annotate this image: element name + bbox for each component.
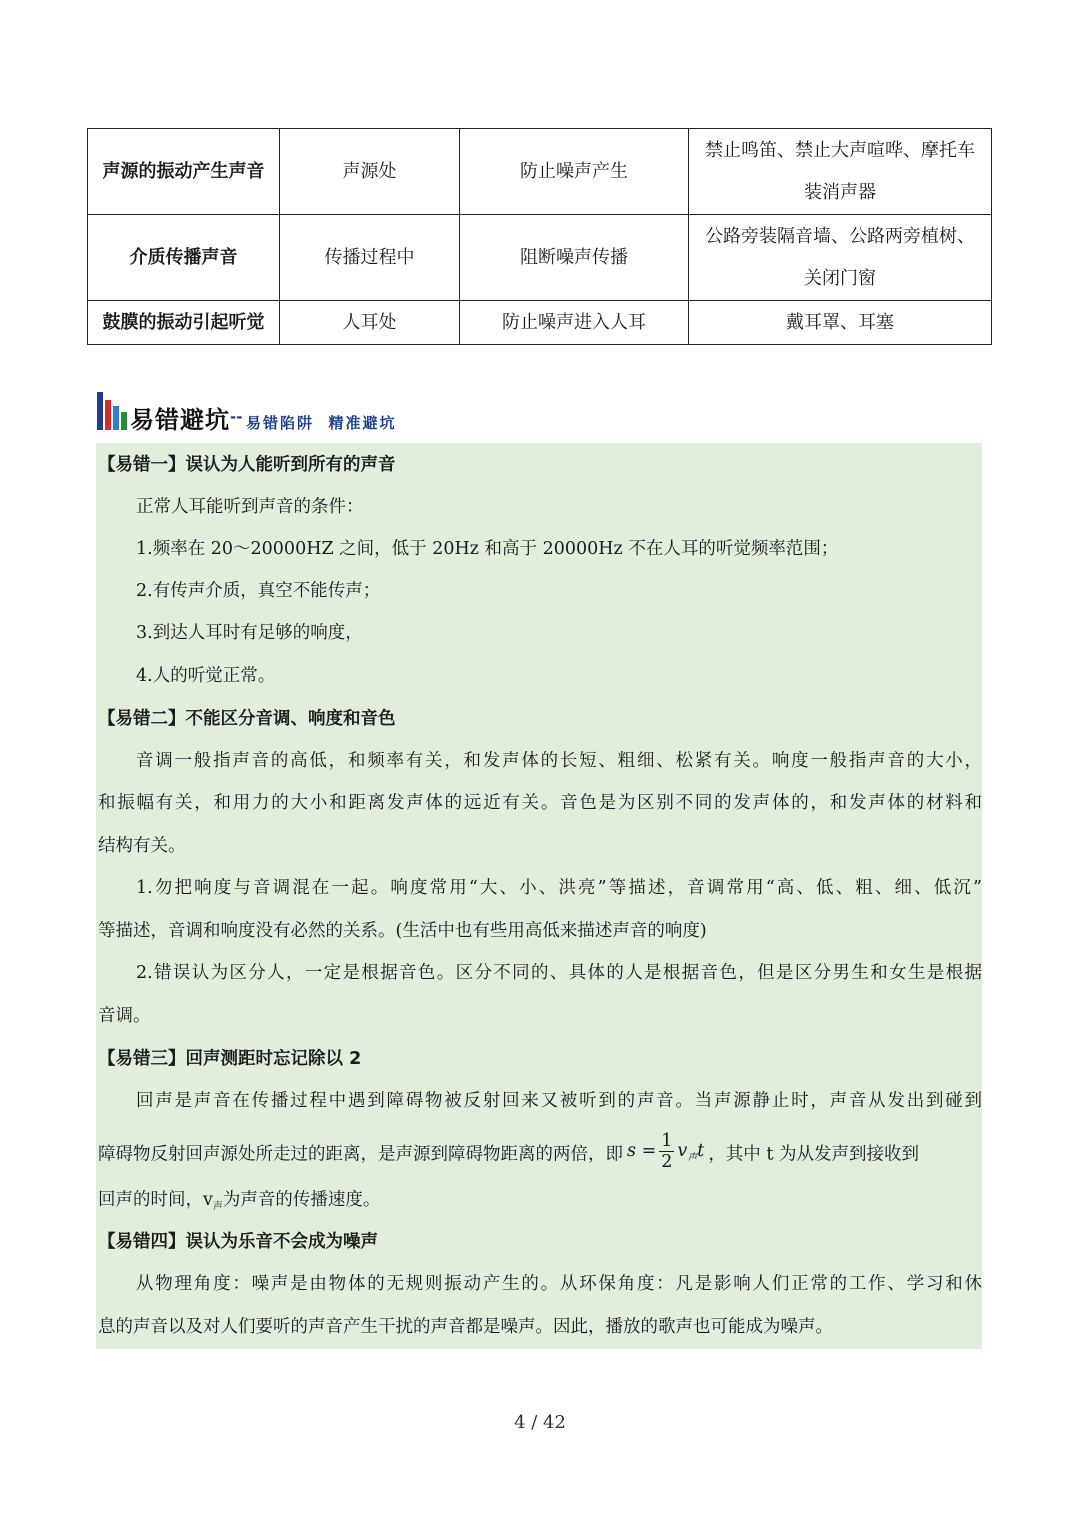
formula-fraction <box>659 1131 674 1172</box>
table-cell <box>689 129 992 215</box>
section-title: 易错避坑 <box>130 406 230 434</box>
mistake-1-point: 3.到达人耳时有足够的响度， <box>136 623 363 643</box>
mistake-3-text: 为声音的传播速度。 <box>222 1190 381 1210</box>
section-header <box>96 386 696 434</box>
mistake-3-formula-line <box>98 1125 982 1177</box>
mistake-3-text: 障碍物反射回声源处所走过的距离，是声源到障碍物距离的两倍，即 <box>98 1144 623 1165</box>
page-number: 4 / 42 <box>514 1412 566 1433</box>
velocity-subscript: 声 <box>212 1201 223 1213</box>
table-cell: 防止噪声进入人耳 <box>460 301 689 345</box>
mistake-1-intro: 正常人耳能听到声音的条件： <box>136 497 364 517</box>
formula-symbol: = <box>641 1141 657 1161</box>
mistake-2-text: 和振幅有关，和用力的大小和距离发声体的远近有关。音色是为区别不同的发声体的，和发声体的材料和 <box>98 793 982 813</box>
mistake-3-text: 回声是声音在传播过程中遇到障碍物被反射回来又被听到的声音。当声源静止时，声音从发出到碰到 <box>136 1091 982 1111</box>
table-cell: 鼓膜的振动引起听觉 <box>88 301 280 345</box>
mistake-4-heading: 【易错四】误认为乐音不会成为噪声 <box>98 1232 378 1252</box>
table-cell: 人耳处 <box>280 301 460 345</box>
cell-line: 公路旁装隔音墙、公路两旁植树、 <box>705 225 975 247</box>
formula-symbol: v <box>677 1141 688 1161</box>
mistakes-panel <box>96 443 982 1349</box>
table-cell: 阻断噪声传播 <box>460 215 689 301</box>
mistake-3-text-line <box>98 1188 982 1220</box>
table-cell: 声源处 <box>280 129 460 215</box>
fraction-numerator: 1 <box>661 1131 673 1151</box>
mistake-1-point: 4.人的听觉正常。 <box>136 666 276 686</box>
mistake-4-text: 息的声音以及对人们要听的声音产生干扰的声音都是噪声。因此，播放的歌声也可能成为噪声。 <box>98 1317 833 1337</box>
cell-line: 关闭门窗 <box>804 267 876 289</box>
echo-formula <box>627 1125 704 1185</box>
table-row <box>88 129 992 215</box>
table-row <box>88 301 992 345</box>
cell-line: 禁止鸣笛、禁止大声喧哗、摩托车 <box>705 139 975 161</box>
mistake-2-text: 音调。 <box>98 1006 151 1026</box>
table-cell: 戴耳罩、耳塞 <box>689 301 992 345</box>
formula-symbol: t <box>697 1141 705 1161</box>
cell-line: 装消声器 <box>804 181 876 203</box>
table-cell: 防止噪声产生 <box>460 129 689 215</box>
table-row <box>88 215 992 301</box>
mistake-1-heading: 【易错一】误认为人能听到所有的声音 <box>98 455 396 475</box>
books-logo-icon <box>96 390 130 432</box>
fraction-denominator: 2 <box>661 1152 673 1172</box>
mistake-3-heading: 【易错三】回声测距时忘记除以 2 <box>98 1049 362 1069</box>
mistake-1-point: 1.频率在 20～20000HZ 之间，低于 20Hz 和高于 20000Hz 不在人耳的听觉频率范围； <box>136 539 839 559</box>
mistake-2-heading: 【易错二】不能区分音调、响度和音色 <box>98 709 396 729</box>
table-cell <box>689 215 992 301</box>
mistake-2-text: 2.错误认为区分人，一定是根据音色。区分不同的、具体的人是根据音色，但是区分男生和女生是根据 <box>136 963 982 983</box>
mistake-1-point: 2.有传声介质，真空不能传声； <box>136 581 381 601</box>
mistake-4-text: 从物理角度：噪声是由物体的无规则振动产生的。从环保角度：凡是影响人们正常的工作、学习和休 <box>136 1274 982 1294</box>
formula-subscript: 声 <box>687 1152 698 1164</box>
mistake-3-text: 回声的时间，v <box>98 1190 213 1210</box>
mistake-3-text: ，其中 t 为从发声到接收到 <box>708 1144 919 1165</box>
table-cell: 传播过程中 <box>280 215 460 301</box>
mistake-2-text: 等描述，音调和响度没有必然的关系。(生活中也有些用高低来描述声音的响度) <box>98 921 707 941</box>
mistake-2-text: 1.勿把响度与音调混在一起。响度常用“大、小、洪亮”等描述，音调常用“高、低、粗、细、低沉” <box>136 878 982 898</box>
mistake-2-text: 结构有关。 <box>98 836 186 856</box>
table-cell: 介质传播声音 <box>88 215 280 301</box>
formula-symbol: s <box>627 1141 636 1161</box>
section-subtitle: 易错陷阱 精准避坑 <box>246 414 397 432</box>
noise-control-table <box>87 128 992 345</box>
table-cell: 声源的振动产生声音 <box>88 129 280 215</box>
mistake-2-text: 音调一般指声音的高低，和频率有关，和发声体的长短、粗细、松紧有关。响度一般指声音的大小， <box>136 751 982 771</box>
section-dash: -- <box>230 408 243 426</box>
